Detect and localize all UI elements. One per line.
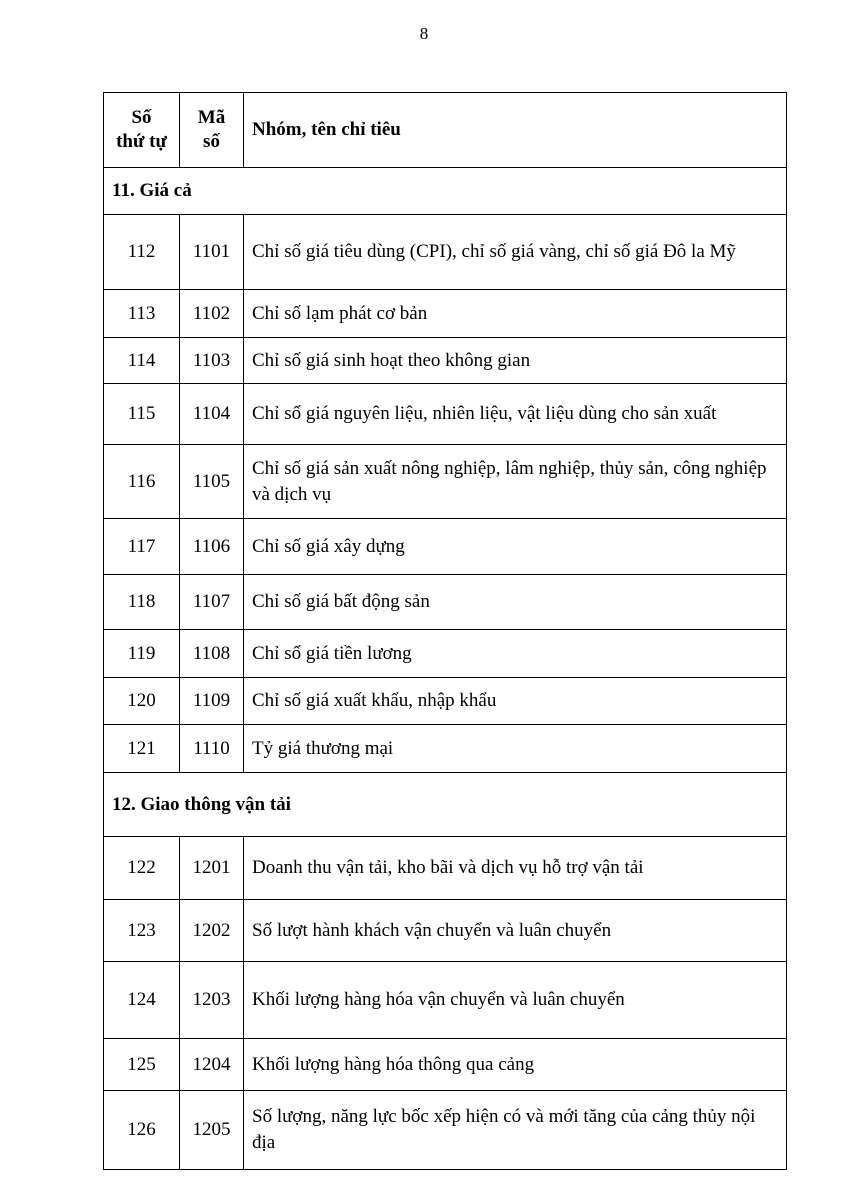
table-row: [104, 1039, 787, 1091]
row-stt: 112: [104, 215, 180, 290]
table-row: [104, 575, 787, 630]
row-stt: 113: [104, 290, 180, 338]
table-row: [104, 519, 787, 575]
row-code: 1204: [180, 1039, 244, 1091]
row-name: Chỉ số lạm phát cơ bản: [244, 290, 787, 338]
row-code: 1108: [180, 630, 244, 678]
table-row: [104, 725, 787, 773]
row-code: 1202: [180, 900, 244, 962]
row-name: Chỉ số giá tiền lương: [244, 630, 787, 678]
table-row: [104, 384, 787, 445]
section-row: [104, 168, 787, 215]
row-code: 1107: [180, 575, 244, 630]
header-code: [180, 93, 244, 168]
table-row: [104, 678, 787, 725]
row-name: Chỉ số giá bất động sản: [244, 575, 787, 630]
row-name: Chỉ số giá xây dựng: [244, 519, 787, 575]
row-code: 1109: [180, 678, 244, 725]
row-name: Chỉ số giá tiêu dùng (CPI), chỉ số giá vàng, chỉ số giá Đô la Mỹ: [244, 215, 787, 290]
row-code: 1103: [180, 338, 244, 384]
row-stt: 114: [104, 338, 180, 384]
row-stt: 118: [104, 575, 180, 630]
table-row: [104, 900, 787, 962]
row-stt: 121: [104, 725, 180, 773]
section-title: 12. Giao thông vận tải: [104, 773, 787, 837]
header-code-line2: số: [203, 131, 220, 152]
row-name: Khối lượng hàng hóa thông qua cảng: [244, 1039, 787, 1091]
table-row: [104, 338, 787, 384]
row-name: Số lượt hành khách vận chuyển và luân chuyển: [244, 900, 787, 962]
row-name: Tỷ giá thương mại: [244, 725, 787, 773]
row-stt: 117: [104, 519, 180, 575]
table-row: [104, 837, 787, 900]
row-stt: 119: [104, 630, 180, 678]
row-stt: 123: [104, 900, 180, 962]
row-name: Doanh thu vận tải, kho bãi và dịch vụ hỗ trợ vận tải: [244, 837, 787, 900]
header-code-line1: Mã: [197, 107, 226, 128]
row-stt: 120: [104, 678, 180, 725]
row-stt: 125: [104, 1039, 180, 1091]
row-stt: 126: [104, 1091, 180, 1170]
table-row: [104, 962, 787, 1039]
table-row: [104, 1091, 787, 1170]
header-name: Nhóm, tên chỉ tiêu: [244, 93, 787, 168]
row-code: 1102: [180, 290, 244, 338]
row-code: 1101: [180, 215, 244, 290]
row-code: 1203: [180, 962, 244, 1039]
section-title: 11. Giá cả: [104, 168, 787, 215]
row-code: 1104: [180, 384, 244, 445]
row-stt: 122: [104, 837, 180, 900]
table-row: [104, 630, 787, 678]
row-name: Chỉ số giá sinh hoạt theo không gian: [244, 338, 787, 384]
table-row: [104, 290, 787, 338]
row-name: Chỉ số giá xuất khẩu, nhập khẩu: [244, 678, 787, 725]
row-stt: 124: [104, 962, 180, 1039]
table-header-row: [104, 93, 787, 168]
row-name: Chỉ số giá sản xuất nông nghiệp, lâm nghiệp, thủy sản, công nghiệp và dịch vụ: [244, 445, 787, 519]
row-code: 1201: [180, 837, 244, 900]
row-code: 1105: [180, 445, 244, 519]
row-code: 1110: [180, 725, 244, 773]
row-name: Số lượng, năng lực bốc xếp hiện có và mới tăng của cảng thủy nội địa: [244, 1091, 787, 1170]
table-row: [104, 215, 787, 290]
row-code: 1205: [180, 1091, 244, 1170]
indicator-table: [103, 92, 787, 1170]
header-stt-line1: Số: [131, 107, 152, 128]
row-stt: 115: [104, 384, 180, 445]
row-name: Chỉ số giá nguyên liệu, nhiên liệu, vật liệu dùng cho sản xuất: [244, 384, 787, 445]
header-stt: [104, 93, 180, 168]
row-stt: 116: [104, 445, 180, 519]
table-row: [104, 445, 787, 519]
header-stt-line2: thứ tự: [116, 131, 167, 152]
row-code: 1106: [180, 519, 244, 575]
row-name: Khối lượng hàng hóa vận chuyển và luân chuyển: [244, 962, 787, 1039]
section-row: [104, 773, 787, 837]
page-number: 8: [419, 24, 429, 43]
